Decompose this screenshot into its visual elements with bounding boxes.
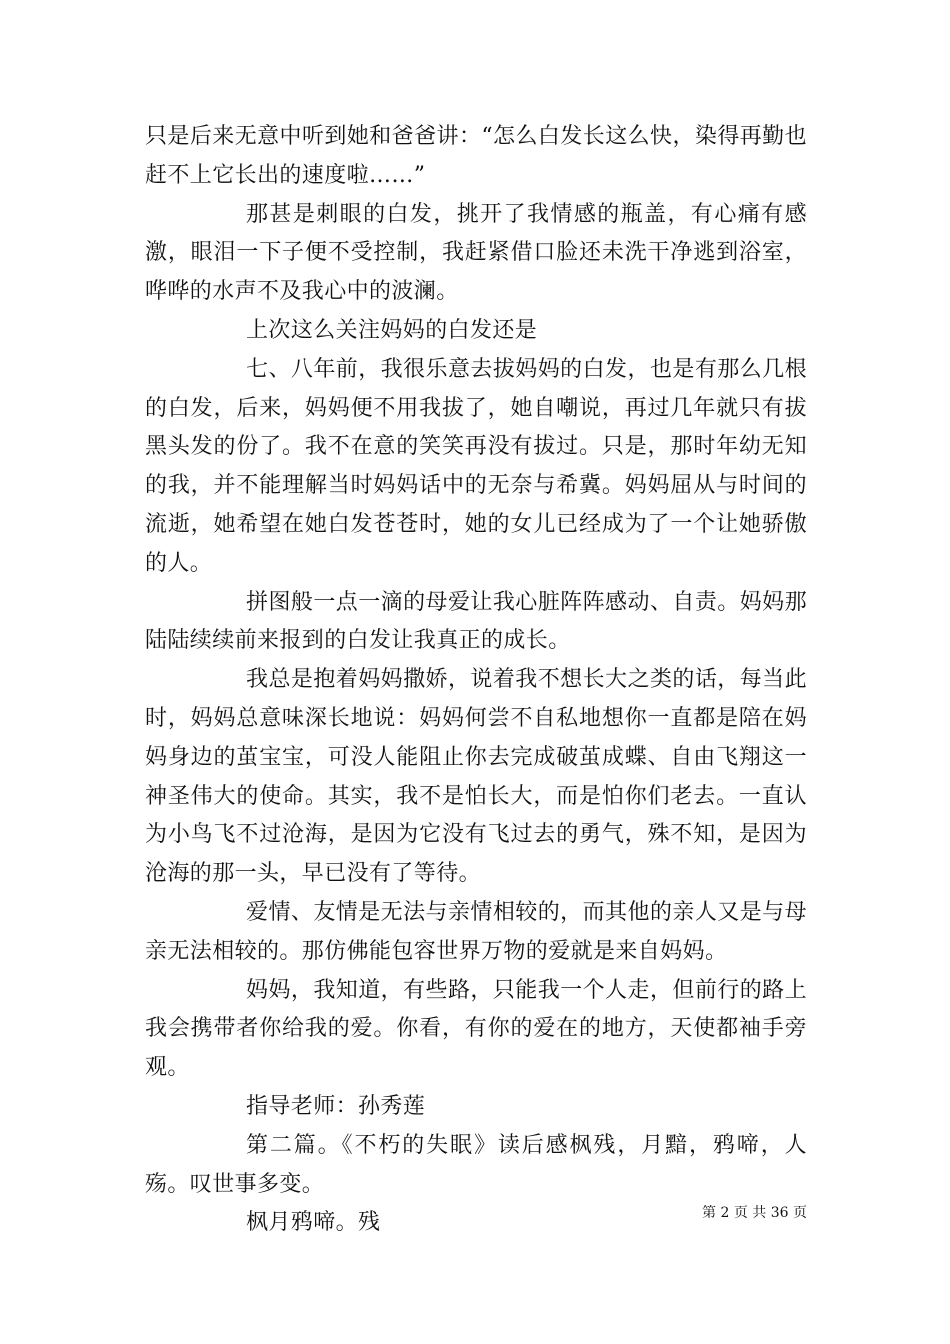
paragraph-last: 枫月鸦啼。残	[246, 1210, 381, 1236]
chapter-heading: 第二篇。《不朽的失眠》读后感枫残，月黯，鸦啼，人殇。叹世事多变。	[145, 1132, 807, 1197]
paragraph-4: 七、八年前，我很乐意去拔妈妈的白发，也是有那么几根的白发，后来，妈妈便不用我拔了，她自嘲说，再过几年就只有拔黑头发的份了。我不在意的笑笑再没有拔过。只是，那时年幼无知的我，并不能理解当时妈妈话中的无奈与希冀。妈妈屈从与时间的流逝，她希望在她白发苍苍时，她的女儿已经成为了一个让她骄傲的人。	[145, 356, 807, 576]
paragraph-6: 我总是抱着妈妈撒娇，说着我不想长大之类的话，每当此时，妈妈总意味深长地说：妈妈何尝不自私地想你一直都是陪在妈妈身边的茧宝宝，可没人能阻止你去完成破茧成蝶、自由飞翔这一神圣伟大的使命。其实，我不是怕长大，而是怕你们老去。一直认为小鸟飞不过沧海，是因为它没有飞过去的勇气，殊不知，是因为沧海的那一头，早已没有了等待。	[145, 667, 807, 887]
paragraph-3: 上次这么关注妈妈的白发还是	[246, 317, 538, 343]
paragraph-8: 妈妈，我知道，有些路，只能我一个人走，但前行的路上我会携带者你给我的爱。你看，有你的爱在的地方，天使都袖手旁观。	[145, 977, 807, 1081]
paragraph-2: 那甚是刺眼的白发，挑开了我情感的瓶盖，有心痛有感激，眼泪一下子便不受控制，我赶紧借口脸还未洗干净逃到浴室，哗哗的水声不及我心中的波澜。	[145, 201, 807, 305]
paragraph-7: 爱情、友情是无法与亲情相较的，而其他的亲人又是与母亲无法相较的。那仿佛能包容世界万物的爱就是来自妈妈。	[145, 899, 807, 964]
document-body	[145, 118, 807, 1243]
teacher-line: 指导老师：孙秀莲	[246, 1093, 426, 1119]
paragraph-1: 只是后来无意中听到她和爸爸讲：“怎么白发长这么快，染得再勤也赶不上它长出的速度啦……”	[145, 124, 807, 188]
page-number-footer: 第 2 页 共 36 页	[702, 1205, 807, 1221]
paragraph-5: 拼图般一点一滴的母爱让我心脏阵阵感动、自责。妈妈那陆陆续续前来报到的白发让我真正的成长。	[145, 589, 807, 654]
